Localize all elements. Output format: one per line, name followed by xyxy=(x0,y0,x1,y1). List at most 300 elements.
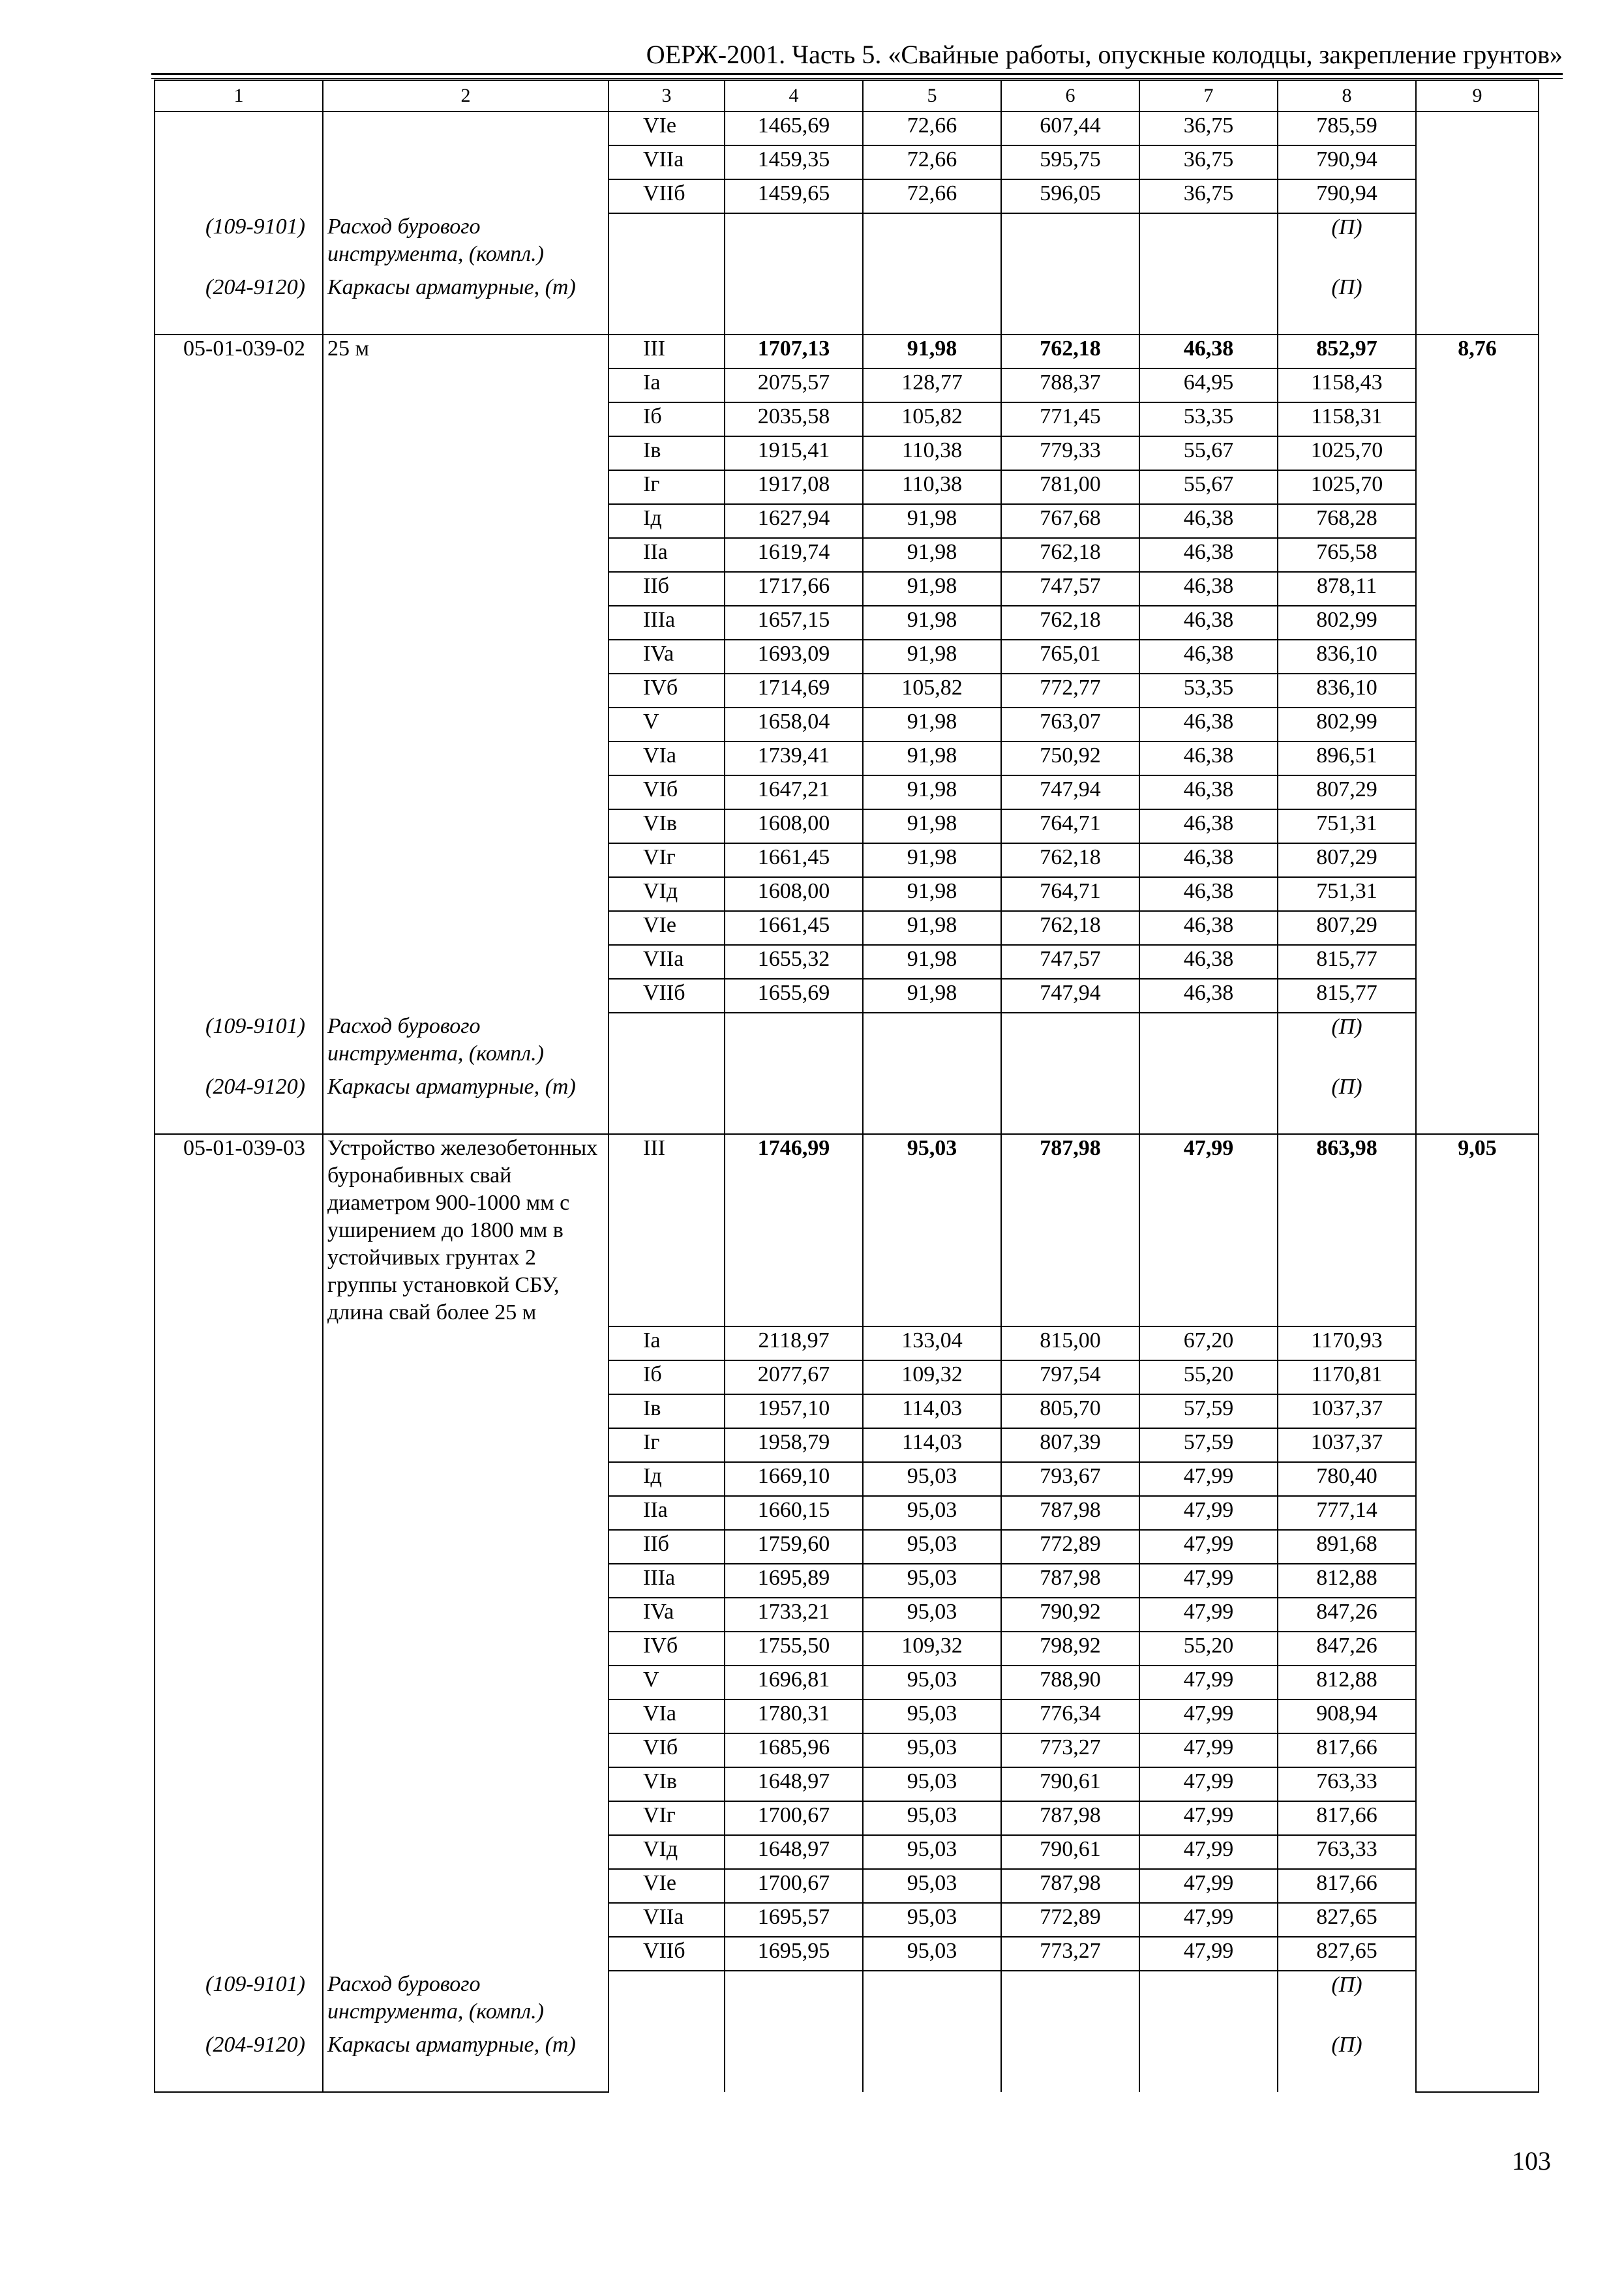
zone-code: Iб xyxy=(609,402,725,436)
zone-code: VIг xyxy=(609,1801,725,1835)
row-code xyxy=(155,843,323,877)
operator-wages: 46,38 xyxy=(1139,504,1278,538)
total-cost: 1660,15 xyxy=(725,1496,863,1530)
row-code xyxy=(155,1903,323,1937)
table-row xyxy=(155,1767,1539,1801)
resource-name: Расход бурового инструмента, (компл.) xyxy=(323,213,609,274)
operator-wages: 55,20 xyxy=(1139,1632,1278,1666)
total-cost: 1695,89 xyxy=(725,1564,863,1598)
machine-cost: 772,77 xyxy=(1001,674,1139,708)
materials-cost: 817,66 xyxy=(1278,1733,1416,1767)
table-row xyxy=(155,1835,1539,1869)
materials-cost: 807,29 xyxy=(1278,843,1416,877)
table-row xyxy=(155,877,1539,911)
column-number-row xyxy=(155,80,1539,112)
page-number: 103 xyxy=(1512,2146,1551,2176)
table-row xyxy=(155,1326,1539,1360)
resource-value: (П) xyxy=(1278,1013,1416,1073)
row-code xyxy=(155,1666,323,1699)
labor-hours xyxy=(1416,145,1539,179)
materials-cost: 1170,93 xyxy=(1278,1326,1416,1360)
machine-cost: 772,89 xyxy=(1001,1903,1139,1937)
zone-code: VIб xyxy=(609,775,725,809)
row-code xyxy=(155,640,323,674)
machine-cost: 747,94 xyxy=(1001,775,1139,809)
operator-wages: 47,99 xyxy=(1139,1699,1278,1733)
table-row xyxy=(155,368,1539,402)
labor-cost: 91,98 xyxy=(863,335,1001,368)
labor-cost: 95,03 xyxy=(863,1134,1001,1326)
operator-wages: 53,35 xyxy=(1139,674,1278,708)
row-description xyxy=(323,1666,609,1699)
operator-wages: 36,75 xyxy=(1139,145,1278,179)
row-code xyxy=(155,1462,323,1496)
header-rule-thick xyxy=(151,73,1563,75)
row-description xyxy=(323,708,609,741)
table-row xyxy=(155,572,1539,606)
labor-cost: 95,03 xyxy=(863,1835,1001,1869)
labor-cost: 91,98 xyxy=(863,741,1001,775)
labor-cost: 95,03 xyxy=(863,1903,1001,1937)
row-description xyxy=(323,1733,609,1767)
row-description xyxy=(323,1937,609,1971)
row-code xyxy=(155,1394,323,1428)
empty-cell xyxy=(1001,1971,1139,2031)
table-row xyxy=(155,179,1539,213)
labor-cost: 114,03 xyxy=(863,1428,1001,1462)
materials-cost: 763,33 xyxy=(1278,1835,1416,1869)
machine-cost: 776,34 xyxy=(1001,1699,1139,1733)
machine-cost: 781,00 xyxy=(1001,470,1139,504)
zone-code: IVб xyxy=(609,674,725,708)
row-description xyxy=(323,1496,609,1530)
row-code xyxy=(155,1496,323,1530)
labor-hours xyxy=(1416,606,1539,640)
row-code xyxy=(155,1801,323,1835)
page-header xyxy=(151,34,1563,73)
resource-row xyxy=(155,1013,1539,1073)
row-description xyxy=(323,843,609,877)
row-code xyxy=(155,809,323,843)
row-description xyxy=(323,538,609,572)
row-code xyxy=(155,1326,323,1360)
materials-cost: 777,14 xyxy=(1278,1496,1416,1530)
row-code xyxy=(155,1733,323,1767)
empty-cell xyxy=(725,213,863,274)
labor-hours xyxy=(1416,470,1539,504)
empty-cell xyxy=(863,1013,1001,1073)
labor-cost: 91,98 xyxy=(863,945,1001,979)
operator-wages: 46,38 xyxy=(1139,335,1278,368)
materials-cost: 780,40 xyxy=(1278,1462,1416,1496)
labor-hours xyxy=(1416,1428,1539,1462)
total-cost: 1714,69 xyxy=(725,674,863,708)
resource-name: Каркасы арматурные, (т) xyxy=(323,274,609,335)
zone-code: IIIa xyxy=(609,1564,725,1598)
total-cost: 2035,58 xyxy=(725,402,863,436)
row-description xyxy=(323,1801,609,1835)
empty-cell xyxy=(863,274,1001,335)
materials-cost: 836,10 xyxy=(1278,674,1416,708)
zone-code: VIб xyxy=(609,1733,725,1767)
table-row xyxy=(155,1598,1539,1632)
table-body xyxy=(155,112,1539,2092)
empty-cell xyxy=(609,213,725,274)
row-description xyxy=(323,674,609,708)
operator-wages: 53,35 xyxy=(1139,402,1278,436)
total-cost: 1648,97 xyxy=(725,1835,863,1869)
labor-hours xyxy=(1416,1598,1539,1632)
empty-cell xyxy=(1416,1971,1539,2031)
operator-wages: 46,38 xyxy=(1139,606,1278,640)
materials-cost: 807,29 xyxy=(1278,775,1416,809)
total-cost: 1608,00 xyxy=(725,877,863,911)
table-row xyxy=(155,1937,1539,1971)
row-code xyxy=(155,504,323,538)
materials-cost: 1158,43 xyxy=(1278,368,1416,402)
labor-hours xyxy=(1416,1733,1539,1767)
total-cost: 1608,00 xyxy=(725,809,863,843)
total-cost: 1739,41 xyxy=(725,741,863,775)
row-description xyxy=(323,1767,609,1801)
row-code xyxy=(155,708,323,741)
row-description xyxy=(323,1428,609,1462)
machine-cost: 815,00 xyxy=(1001,1326,1139,1360)
labor-hours xyxy=(1416,538,1539,572)
labor-cost: 95,03 xyxy=(863,1530,1001,1564)
zone-code: VIe xyxy=(609,112,725,145)
empty-cell xyxy=(1139,274,1278,335)
materials-cost: 896,51 xyxy=(1278,741,1416,775)
header-title: ОЕРЖ-2001. Часть 5. «Свайные работы, опускные колодцы, закрепление грунтов» xyxy=(646,40,1563,69)
labor-hours xyxy=(1416,1496,1539,1530)
resource-row xyxy=(155,1971,1539,2031)
zone-code: VIIб xyxy=(609,179,725,213)
empty-cell xyxy=(1001,1073,1139,1134)
table-row xyxy=(155,1733,1539,1767)
zone-code: VIIa xyxy=(609,145,725,179)
machine-cost: 762,18 xyxy=(1001,335,1139,368)
total-cost: 1647,21 xyxy=(725,775,863,809)
zone-code: VIIб xyxy=(609,1937,725,1971)
table-row xyxy=(155,335,1539,368)
operator-wages: 47,99 xyxy=(1139,1496,1278,1530)
header-rule-thin xyxy=(151,78,1563,79)
total-cost: 1655,69 xyxy=(725,979,863,1013)
machine-cost: 762,18 xyxy=(1001,911,1139,945)
column-number: 2 xyxy=(323,80,609,112)
labor-hours xyxy=(1416,775,1539,809)
operator-wages: 47,99 xyxy=(1139,1666,1278,1699)
operator-wages: 47,99 xyxy=(1139,1937,1278,1971)
materials-cost: 763,33 xyxy=(1278,1767,1416,1801)
machine-cost: 765,01 xyxy=(1001,640,1139,674)
total-cost: 1695,57 xyxy=(725,1903,863,1937)
materials-cost: 751,31 xyxy=(1278,809,1416,843)
row-code xyxy=(155,1632,323,1666)
row-code xyxy=(155,470,323,504)
materials-cost: 815,77 xyxy=(1278,979,1416,1013)
resource-code: (109-9101) xyxy=(155,1013,323,1073)
total-cost: 1658,04 xyxy=(725,708,863,741)
zone-code: VIг xyxy=(609,843,725,877)
row-description xyxy=(323,1530,609,1564)
column-number: 1 xyxy=(155,80,323,112)
empty-cell xyxy=(863,213,1001,274)
labor-hours xyxy=(1416,1869,1539,1903)
zone-code: Iг xyxy=(609,1428,725,1462)
labor-cost: 105,82 xyxy=(863,402,1001,436)
table-row xyxy=(155,979,1539,1013)
row-code xyxy=(155,402,323,436)
row-code xyxy=(155,945,323,979)
labor-cost: 95,03 xyxy=(863,1496,1001,1530)
table-row xyxy=(155,1632,1539,1666)
row-code xyxy=(155,877,323,911)
operator-wages: 47,99 xyxy=(1139,1462,1278,1496)
row-code xyxy=(155,674,323,708)
zone-code: Iв xyxy=(609,436,725,470)
operator-wages: 55,67 xyxy=(1139,436,1278,470)
machine-cost: 793,67 xyxy=(1001,1462,1139,1496)
table-row xyxy=(155,1360,1539,1394)
operator-wages: 46,38 xyxy=(1139,979,1278,1013)
materials-cost: 802,99 xyxy=(1278,708,1416,741)
row-code xyxy=(155,538,323,572)
total-cost: 1700,67 xyxy=(725,1801,863,1835)
empty-cell xyxy=(863,2031,1001,2092)
row-description xyxy=(323,775,609,809)
labor-cost: 91,98 xyxy=(863,843,1001,877)
machine-cost: 807,39 xyxy=(1001,1428,1139,1462)
resource-row xyxy=(155,1073,1539,1134)
machine-cost: 798,92 xyxy=(1001,1632,1139,1666)
table-row xyxy=(155,708,1539,741)
row-description xyxy=(323,1699,609,1733)
row-description xyxy=(323,877,609,911)
row-description xyxy=(323,1835,609,1869)
operator-wages: 47,99 xyxy=(1139,1869,1278,1903)
labor-hours xyxy=(1416,1903,1539,1937)
table-row xyxy=(155,1394,1539,1428)
row-description xyxy=(323,572,609,606)
column-number: 3 xyxy=(609,80,725,112)
machine-cost: 750,92 xyxy=(1001,741,1139,775)
empty-cell xyxy=(725,1971,863,2031)
machine-cost: 787,98 xyxy=(1001,1564,1139,1598)
zone-code: V xyxy=(609,1666,725,1699)
materials-cost: 847,26 xyxy=(1278,1598,1416,1632)
row-code xyxy=(155,911,323,945)
operator-wages: 47,99 xyxy=(1139,1530,1278,1564)
materials-cost: 847,26 xyxy=(1278,1632,1416,1666)
materials-cost: 765,58 xyxy=(1278,538,1416,572)
labor-hours xyxy=(1416,1462,1539,1496)
operator-wages: 47,99 xyxy=(1139,1835,1278,1869)
machine-cost: 790,61 xyxy=(1001,1767,1139,1801)
machine-cost: 787,98 xyxy=(1001,1496,1139,1530)
resource-code: (204-9120) xyxy=(155,1073,323,1134)
table-row xyxy=(155,674,1539,708)
row-code xyxy=(155,979,323,1013)
machine-cost: 763,07 xyxy=(1001,708,1139,741)
operator-wages: 64,95 xyxy=(1139,368,1278,402)
zone-code: Iд xyxy=(609,1462,725,1496)
labor-cost: 133,04 xyxy=(863,1326,1001,1360)
zone-code: Ia xyxy=(609,1326,725,1360)
empty-cell xyxy=(725,1073,863,1134)
zone-code: VIIa xyxy=(609,1903,725,1937)
row-code xyxy=(155,436,323,470)
labor-hours xyxy=(1416,1699,1539,1733)
row-description xyxy=(323,145,609,179)
materials-cost: 863,98 xyxy=(1278,1134,1416,1326)
operator-wages: 55,20 xyxy=(1139,1360,1278,1394)
row-description: Устройство железобетонных буронабивных свай диаметром 900-1000 мм с уширением до 1800 мм в устойчивых грунтах 2 группы установкой СБУ, длина свай более 25 м xyxy=(323,1134,609,1326)
row-description xyxy=(323,1869,609,1903)
empty-cell xyxy=(863,1971,1001,2031)
operator-wages: 47,99 xyxy=(1139,1801,1278,1835)
resource-row xyxy=(155,213,1539,274)
labor-hours: 9,05 xyxy=(1416,1134,1539,1326)
zone-code: Iв xyxy=(609,1394,725,1428)
row-description xyxy=(323,1462,609,1496)
operator-wages: 47,99 xyxy=(1139,1134,1278,1326)
labor-cost: 95,03 xyxy=(863,1869,1001,1903)
total-cost: 1957,10 xyxy=(725,1394,863,1428)
total-cost: 1459,65 xyxy=(725,179,863,213)
row-description xyxy=(323,436,609,470)
total-cost: 1696,81 xyxy=(725,1666,863,1699)
price-table xyxy=(154,80,1539,2093)
operator-wages: 36,75 xyxy=(1139,179,1278,213)
operator-wages: 67,20 xyxy=(1139,1326,1278,1360)
zone-code: IVб xyxy=(609,1632,725,1666)
materials-cost: 817,66 xyxy=(1278,1869,1416,1903)
empty-cell xyxy=(1139,213,1278,274)
total-cost: 1695,95 xyxy=(725,1937,863,1971)
total-cost: 1669,10 xyxy=(725,1462,863,1496)
zone-code: VIa xyxy=(609,1699,725,1733)
labor-hours xyxy=(1416,1564,1539,1598)
machine-cost: 764,71 xyxy=(1001,877,1139,911)
row-code xyxy=(155,1699,323,1733)
row-code xyxy=(155,1530,323,1564)
labor-cost: 91,98 xyxy=(863,775,1001,809)
total-cost: 2075,57 xyxy=(725,368,863,402)
table-row xyxy=(155,843,1539,877)
row-description xyxy=(323,945,609,979)
labor-cost: 91,98 xyxy=(863,979,1001,1013)
total-cost: 1917,08 xyxy=(725,470,863,504)
zone-code: IIa xyxy=(609,538,725,572)
labor-cost: 91,98 xyxy=(863,911,1001,945)
machine-cost: 805,70 xyxy=(1001,1394,1139,1428)
row-description xyxy=(323,1564,609,1598)
materials-cost: 790,94 xyxy=(1278,145,1416,179)
table-row xyxy=(155,470,1539,504)
machine-cost: 762,18 xyxy=(1001,843,1139,877)
table-row xyxy=(155,741,1539,775)
materials-cost: 815,77 xyxy=(1278,945,1416,979)
labor-cost: 110,38 xyxy=(863,470,1001,504)
zone-code: IVa xyxy=(609,1598,725,1632)
table-row xyxy=(155,945,1539,979)
total-cost: 1459,35 xyxy=(725,145,863,179)
total-cost: 1657,15 xyxy=(725,606,863,640)
labor-hours xyxy=(1416,809,1539,843)
total-cost: 2077,67 xyxy=(725,1360,863,1394)
zone-code: VIIб xyxy=(609,979,725,1013)
operator-wages: 46,38 xyxy=(1139,640,1278,674)
machine-cost: 788,90 xyxy=(1001,1666,1139,1699)
operator-wages: 46,38 xyxy=(1139,911,1278,945)
row-code: 05-01-039-03 xyxy=(155,1134,323,1326)
operator-wages: 46,38 xyxy=(1139,538,1278,572)
machine-cost: 762,18 xyxy=(1001,606,1139,640)
operator-wages: 36,75 xyxy=(1139,112,1278,145)
empty-cell xyxy=(1001,213,1139,274)
empty-cell xyxy=(609,1013,725,1073)
machine-cost: 747,94 xyxy=(1001,979,1139,1013)
machine-cost: 797,54 xyxy=(1001,1360,1139,1394)
materials-cost: 1037,37 xyxy=(1278,1394,1416,1428)
labor-cost: 109,32 xyxy=(863,1360,1001,1394)
table-row xyxy=(155,1496,1539,1530)
operator-wages: 46,38 xyxy=(1139,741,1278,775)
total-cost: 2118,97 xyxy=(725,1326,863,1360)
row-code xyxy=(155,112,323,145)
total-cost: 1685,96 xyxy=(725,1733,863,1767)
labor-cost: 95,03 xyxy=(863,1767,1001,1801)
table-row xyxy=(155,1134,1539,1326)
total-cost: 1915,41 xyxy=(725,436,863,470)
labor-hours: 8,76 xyxy=(1416,335,1539,368)
total-cost: 1717,66 xyxy=(725,572,863,606)
machine-cost: 779,33 xyxy=(1001,436,1139,470)
total-cost: 1707,13 xyxy=(725,335,863,368)
materials-cost: 1170,81 xyxy=(1278,1360,1416,1394)
materials-cost: 891,68 xyxy=(1278,1530,1416,1564)
labor-hours xyxy=(1416,112,1539,145)
empty-cell xyxy=(1416,213,1539,274)
total-cost: 1619,74 xyxy=(725,538,863,572)
labor-hours xyxy=(1416,1326,1539,1360)
empty-cell xyxy=(863,1073,1001,1134)
labor-hours xyxy=(1416,368,1539,402)
labor-cost: 91,98 xyxy=(863,538,1001,572)
row-description xyxy=(323,504,609,538)
operator-wages: 47,99 xyxy=(1139,1903,1278,1937)
empty-cell xyxy=(1001,1013,1139,1073)
materials-cost: 1158,31 xyxy=(1278,402,1416,436)
materials-cost: 1025,70 xyxy=(1278,436,1416,470)
column-number: 6 xyxy=(1001,80,1139,112)
resource-name: Расход бурового инструмента, (компл.) xyxy=(323,1971,609,2031)
operator-wages: 47,99 xyxy=(1139,1767,1278,1801)
labor-hours xyxy=(1416,708,1539,741)
row-description xyxy=(323,1632,609,1666)
total-cost: 1780,31 xyxy=(725,1699,863,1733)
column-number: 8 xyxy=(1278,80,1416,112)
labor-hours xyxy=(1416,179,1539,213)
row-description xyxy=(323,470,609,504)
table-row xyxy=(155,809,1539,843)
row-description xyxy=(323,1360,609,1394)
materials-cost: 817,66 xyxy=(1278,1801,1416,1835)
machine-cost: 747,57 xyxy=(1001,572,1139,606)
materials-cost: 807,29 xyxy=(1278,911,1416,945)
